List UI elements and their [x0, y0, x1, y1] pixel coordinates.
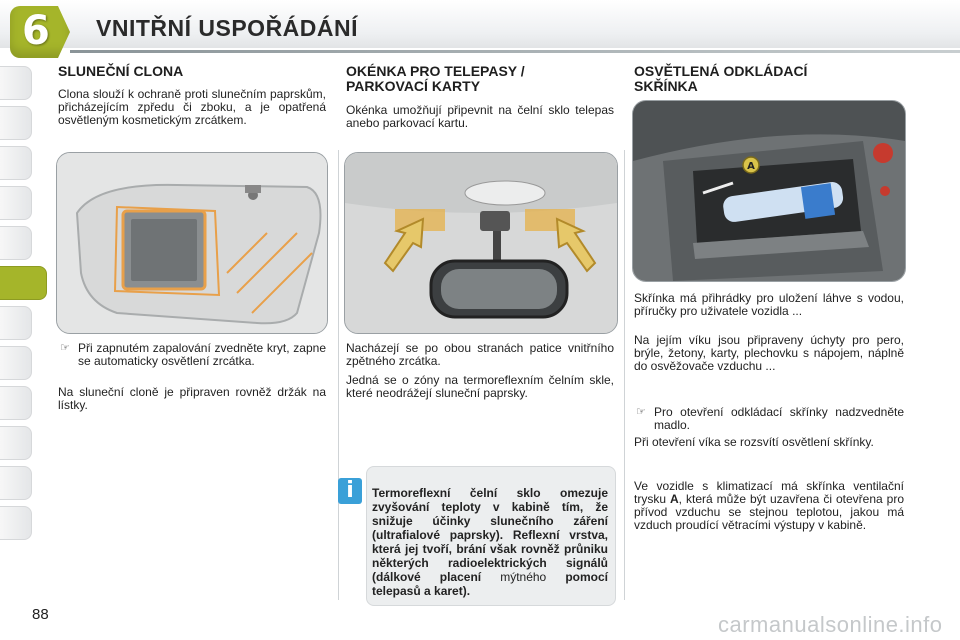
heading-telepass-line2: PARKOVACÍ KARTY — [346, 78, 481, 94]
glovebox-photo — [632, 100, 906, 282]
glovebox-para4-a: Ve vozidle s klimatizací má skřínka ventilační trysku — [634, 479, 904, 506]
glovebox-para1: Skřínka má přihrádky pro uložení láhve s vodou, příručky pro uživatele vozidla ... — [634, 291, 904, 318]
glovebox-para4 — [634, 480, 904, 532]
callout-a-label: A — [747, 161, 755, 172]
info-text-normal: mýtného — [481, 570, 566, 584]
telepass-para1: Nacházejí se po obou stranách patice vnitřního zpětného zrcátka. — [346, 341, 614, 368]
telepass-intro: Okénka umožňují připevnit na čelní sklo telepas anebo parkovací kartu. — [346, 103, 614, 130]
column-divider-2 — [624, 150, 625, 600]
column-divider-1 — [338, 150, 339, 600]
chapter-tab-1[interactable] — [0, 66, 32, 100]
pointing-hand-icon: ☞ — [636, 406, 646, 418]
heading-sun-visor: SLUNEČNÍ CLONA — [58, 63, 184, 79]
sun-visor-photo — [56, 152, 328, 334]
chapter-tab-9[interactable] — [0, 386, 32, 420]
mirror-illustration — [345, 153, 617, 333]
chapter-tab-12[interactable] — [0, 506, 32, 540]
chapter-tab-5[interactable] — [0, 226, 32, 260]
heading-glovebox-line1: OSVĚTLENÁ ODKLÁDACÍ — [634, 63, 808, 79]
heading-telepass-line1: OKÉNKA PRO TELEPASY / — [346, 63, 525, 79]
chapter-tab-10[interactable] — [0, 426, 32, 460]
chapter-tab-11[interactable] — [0, 466, 32, 500]
chapter-tab-7[interactable] — [0, 306, 32, 340]
glovebox-illustration — [633, 101, 905, 281]
info-text — [372, 486, 608, 598]
glovebox-bullet — [636, 405, 904, 432]
heading-glovebox-line2: SKŘÍNKA — [634, 78, 698, 94]
chapter-tabs — [0, 66, 32, 546]
sun-visor-bullet — [60, 341, 326, 368]
chapter-tab-3[interactable] — [0, 146, 32, 180]
pointing-hand-icon: ☞ — [60, 342, 70, 354]
glovebox-para4-bold: A — [670, 492, 679, 506]
heading-telepass-windows — [346, 64, 525, 94]
telepass-para2: Jedná se o zóny na termoreflexním čelním skle, které neodrážejí sluneční paprsky. — [346, 373, 614, 400]
glovebox-para3: Při otevření víka se rozsvítí osvětlení skřínky. — [634, 435, 874, 449]
glovebox-para4-b: , která může být uzavřena či otevřena pro přívod vzduchu se stejnou teplotou, jakou má vzduch proudící větracími výstupy v kabině. — [634, 492, 904, 532]
header-rule — [70, 50, 960, 53]
chapter-tab-6-active[interactable] — [0, 266, 47, 300]
watermark: carmanualsonline.info — [718, 612, 943, 637]
info-icon: i — [338, 478, 362, 504]
page-number: 88 — [32, 606, 49, 623]
heading-glovebox — [634, 64, 807, 94]
chapter-tab-8[interactable] — [0, 346, 32, 380]
page-title: VNITŘNÍ USPOŘÁDÁNÍ — [96, 15, 359, 41]
chapter-tab-2[interactable] — [0, 106, 32, 140]
chapter-number: 6 — [22, 8, 50, 54]
glovebox-bullet-text: Pro otevření odkládací skřínky nadzvedněte madlo. — [654, 405, 904, 432]
info-text-bold: Termoreflexní čelní sklo omezuje zvyšování teploty v kabině tím, že snižuje účinky slunečního záření (ultrafialové paprsky). Reflexní vrstva, která jej tvoří, brání však rovněž průniku některých radioelektrických signálů (dálkové placení — [372, 486, 608, 584]
sun-visor-bullet-text: Při zapnutém zapalování zvedněte kryt, zapne se automaticky osvětlení zrcátka. — [78, 341, 326, 368]
sun-visor-note: Na sluneční cloně je připraven rovněž držák na lístky. — [58, 385, 326, 412]
info-text-bold-2: pomocí telepasů a karet). — [372, 570, 608, 598]
glovebox-para2: Na jejím víku jsou připraveny úchyty pro pero, brýle, žetony, karty, plechovku s nápojem, náplně do osvěžovače vzduchu ... — [634, 333, 904, 373]
mirror-photo — [344, 152, 618, 334]
sun-visor-illustration — [57, 153, 327, 333]
sun-visor-intro: Clona slouží k ochraně proti slunečním paprskům, přicházejícím zpředu či zboku, a je opatřená osvětleným kosmetickým zrcátkem. — [58, 87, 326, 127]
chapter-tab-4[interactable] — [0, 186, 32, 220]
